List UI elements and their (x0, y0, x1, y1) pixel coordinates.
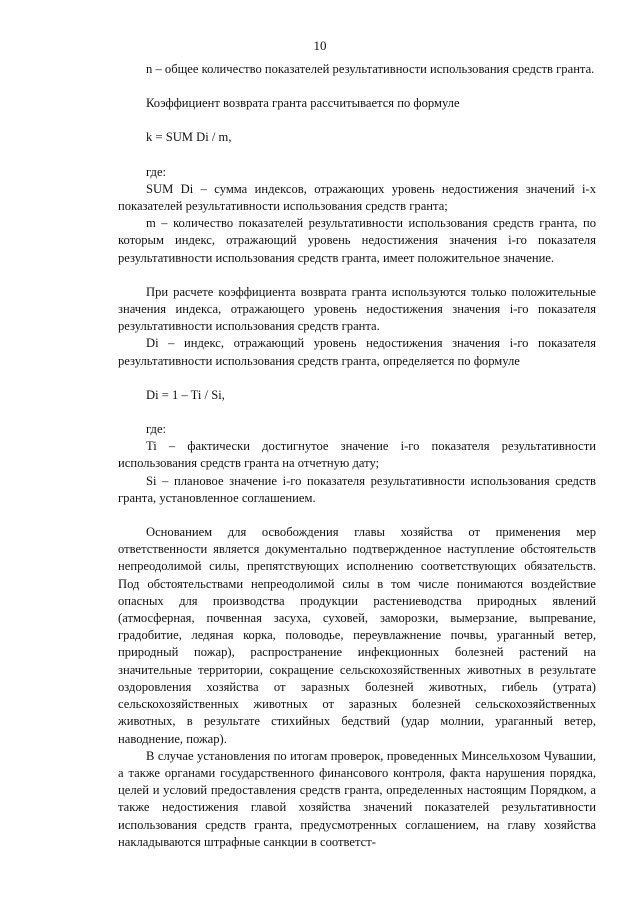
paragraph-spacer (118, 370, 596, 387)
paragraph-spacer (118, 147, 596, 164)
paragraph: При расчете коэффициента возврата гранта используются только положительные значения индекса, отражающего уровень недостижения значения i-го показателя результативности использования средств гранта. (118, 284, 596, 334)
paragraph: где: (146, 164, 167, 179)
paragraph-spacer (118, 404, 596, 421)
paragraph: Основанием для освобождения главы хозяйства от применения мер ответственности является документально подтвержденное наступление обстоятельств непреодолимой силы, препятствующих исполнению соответствующих обязательств. Под обстоятельствами непреодолимой силы в том числе понимаются воздействие опасных для производства продукции растениеводства природных явлений (атмосферная, почвенная засуха, суховей, заморозки, вымерзание, выпревание, градобитие, ледяная корка, половодье, переувлажнение почвы, ураганный ветер, природный пожар), распространение инфекционных болезней растений на значительные территории, сокращение сельскохозяйственных животных в результате оздоровления хозяйства от заразных болезней животных, гибель (утрата) сельскохозяйственных животных от заразных болезней сельскохозяйственных животных, в результате стихийных бедствий (удар молнии, ураганный ветер, наводнение, пожар). (118, 525, 596, 746)
formula: k = SUM Di / m, (146, 130, 232, 145)
paragraph-spacer (118, 267, 596, 284)
paragraph: m – количество показателей результативности использования средств гранта, по которым индекс, отражающий уровень недостижения значения i-го показателя результативности использования средств гранта, имеет положительное значение. (118, 216, 596, 265)
paragraph: n – общее количество показателей результативности использования средств гранта. (146, 62, 595, 76)
paragraph: Si – плановое значение i-го показателя результативности использования средств гранта, установленное соглашением. (118, 473, 596, 505)
paragraph-spacer (118, 507, 596, 524)
paragraph-spacer (118, 78, 596, 95)
paragraph: где: (146, 422, 167, 437)
page-number: 10 (313, 38, 327, 53)
formula: Di = 1 – Ti / Si, (146, 387, 225, 402)
paragraph: Коэффициент возврата гранта рассчитывается по формуле (146, 96, 460, 111)
paragraph: В случае установления по итогам проверок, проведенных Минсельхозом Чувашии, а также органами государственного финансового контроля, факта нарушения порядка, целей и условий предоставления средств гранта, определенных настоящим Порядком, а также недостижения главой хозяйства значений показателей результативности использования средств гранта, предусмотренных соглашением, на главу хозяйства накладываются штрафные санкции в соответст- (118, 748, 596, 849)
paragraph-spacer (118, 112, 596, 129)
paragraph: Di – индекс, отражающий уровень недостижения значения i-го показателя результативности использования средств гранта, определяется по формуле (118, 336, 596, 368)
paragraph: Ti – фактически достигнутое значение i-го показателя результативности использования средств гранта на отчетную дату; (118, 439, 596, 471)
document-body (118, 61, 596, 851)
paragraph: SUM Di – сумма индексов, отражающих уровень недостижения значений i-х показателей результативности использования средств гранта; (118, 181, 596, 214)
